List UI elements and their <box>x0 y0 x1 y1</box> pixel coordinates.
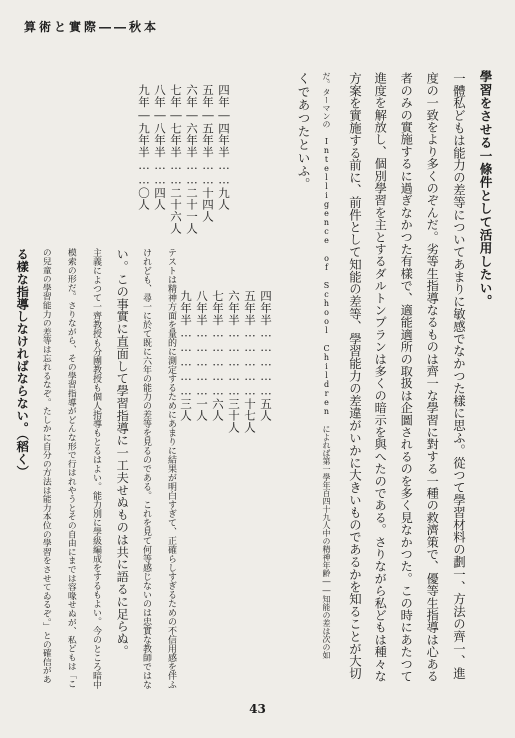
text-column-10: けれども、尋一に於て既に六年の能力の差等を見るのである。これを見て何等感じないのは忠實な教師ではな <box>141 248 151 689</box>
age-row: 七年半……………六人 <box>211 290 225 422</box>
age-row: 五年半……………十七人 <box>243 290 257 434</box>
age-row: 四年―四年半……九人 <box>217 84 231 211</box>
age-row: 六年―六年半……二十一人 <box>185 84 199 235</box>
age-table-right <box>178 290 274 530</box>
text-column-12: 主義によつて一齊教授も分團教授も個人指導もとるはよい。能力別に學級編成をするもよい。今のところ暗中 <box>91 248 101 689</box>
age-row: 七年―七年半……二十六人 <box>169 84 183 235</box>
text-column-9: テストは精神方面を量的に測定するためにあまりに結果が明白すぎて、正確らしすぎるための不信用感を伴ふ <box>166 248 176 689</box>
text-column-7: だ。ターマンの Intelligence of School Children によれば第一學年百四十九人中の精神年齢――知能の差は次の如 <box>322 72 331 659</box>
age-row: 九年―九年半……〇人 <box>137 84 151 211</box>
age-row: 四年半……………五人 <box>259 290 273 422</box>
text-column-13: 模索の形だ。さりながら、その學習指導がどんな形で行はれやうとその自由にまでは容喙せぬが、私どもは「こ <box>65 248 76 688</box>
text-column-5: 進度を解放し、個別學習を主とするダルトンプランは多くの暗示を與へたのである。さりながら私どもは種々な <box>373 72 388 682</box>
text-column-8: くであつたといふ。 <box>295 72 311 191</box>
age-row: 八年半……………一人 <box>195 290 209 422</box>
text-column-1: 學習をさせる一條件として活用したい。 <box>477 70 493 308</box>
text-column-11: い。この事實に直面して學習指導に一工夫せぬものは共に語るに足らぬ。 <box>115 248 130 658</box>
age-row: 六年半……………三十人 <box>227 290 241 434</box>
text-column-3: 度の一致をより多くのぞんだ。劣等生指導なるものは齊一な學習に對する一種の救濟策で、優等生指導は心ある <box>425 72 440 682</box>
text-column-6: 方案を實施する前に、前件として知能の差等、學習能力の差違がいかに大きいものであるかを知ることが大切 <box>347 72 363 680</box>
page-number: 43 <box>249 702 266 716</box>
text-column-15: る樣な指導しなければならない。（稻く） <box>15 248 30 478</box>
text-column-14: の兒童の學習能力の差等は忘れるなぞ。たしかに自分の方法は能力本位の學習をさせてゐるぞ。」との確信があ <box>40 248 51 684</box>
text-column-4: 者のみの實施するに過ぎなかつた有樣で、適能適所の取扱は企圖されるのを多く見なかつた。この時にあたつて <box>399 72 414 682</box>
age-row: 九年半……………三人 <box>179 290 193 422</box>
text-column-2: 一體私どもは能力の差等についてあまりに敏感でなかつた樣に思ふ。從つて學習材料の劃一、方法の齊一、進 <box>451 72 467 680</box>
age-row: 八年―八年半……四人 <box>153 84 167 211</box>
age-row: 五年―五年半……十四人 <box>201 84 215 223</box>
running-header: 算術と實際――秋本 <box>24 20 160 34</box>
